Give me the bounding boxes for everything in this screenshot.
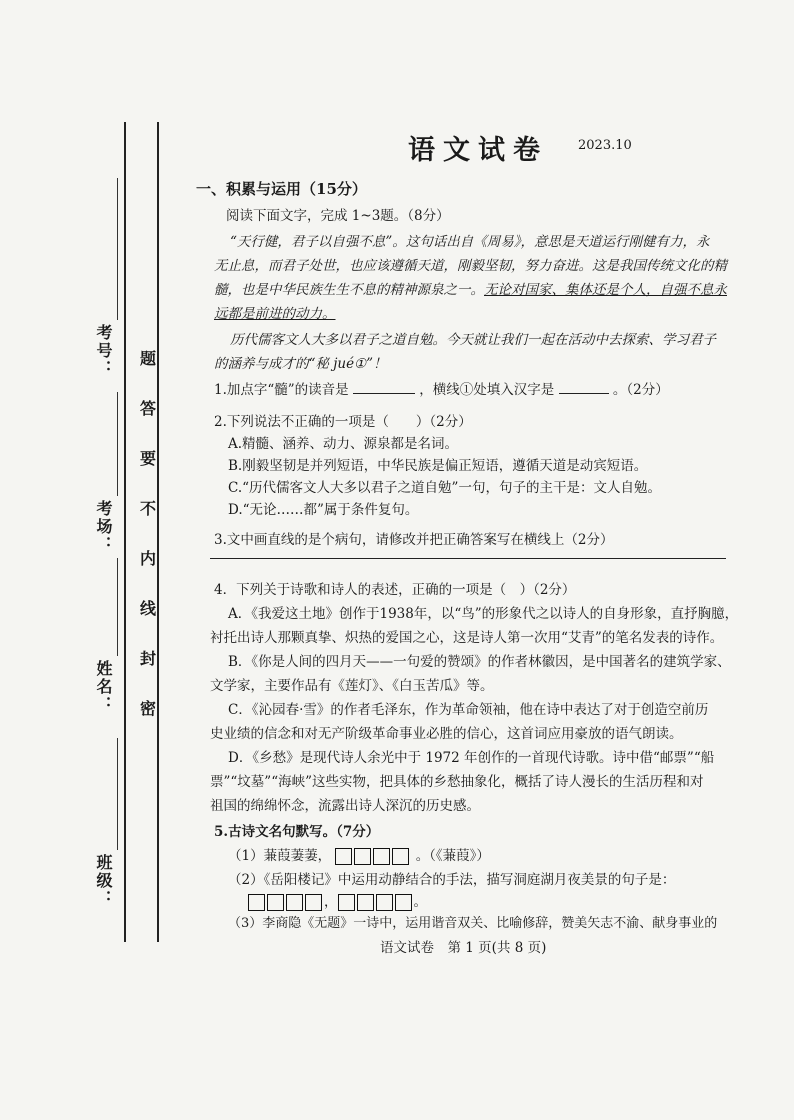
passage-line: 的涵养与成才的“秘 jué①”！ bbox=[214, 356, 387, 372]
name-label: 姓名： bbox=[94, 660, 113, 714]
answer-line[interactable] bbox=[210, 558, 726, 559]
exam-number-label: 考号： bbox=[94, 324, 113, 378]
question-2-option: A.精髓、涵养、动力、源泉都是名词。 bbox=[228, 436, 459, 452]
seal-char: 内 bbox=[140, 549, 157, 568]
answer-blank[interactable] bbox=[559, 381, 609, 394]
reading-intro: 阅读下面文字，完成 1~3题。（8分） bbox=[226, 208, 450, 224]
question-2-option: D.“无论……都”属于条件复句。 bbox=[228, 502, 419, 518]
seal-char: 密 bbox=[140, 699, 157, 718]
seal-char: 要 bbox=[140, 449, 157, 468]
exam-title: 语文试卷 bbox=[408, 135, 548, 166]
seal-char: 不 bbox=[140, 499, 157, 518]
question-2-stem: 2.下列说法不正确的一项是（ ）（2分） bbox=[214, 414, 472, 430]
binding-line-inner bbox=[157, 122, 159, 942]
section-title: 一、积累与运用（15分） bbox=[196, 180, 367, 198]
passage-line: 远都是前进的动力。 bbox=[214, 306, 336, 322]
question-4-line: 衬托出诗人那颗真挚、炽热的爱国之心，这是诗人第一次用“艾青”的笔名发表的诗作。 bbox=[210, 630, 724, 646]
question-4-line: 史业绩的信念和对无产阶级革命事业必胜的信心，这首词应用豪放的语气朗读。 bbox=[210, 726, 683, 742]
question-5-item-2: （2）《岳阳楼记》中运用动静结合的手法，描写洞庭湖月夜美景的句子是： bbox=[228, 872, 676, 888]
exam-room-label: 考场： bbox=[94, 500, 113, 554]
class-blank[interactable] bbox=[117, 738, 118, 850]
answer-boxes[interactable] bbox=[338, 894, 414, 911]
exam-date: 2023.10 bbox=[578, 138, 632, 153]
exam-number-blank[interactable] bbox=[117, 178, 118, 320]
question-4-line: 祖国的绵绵怀念，流露出诗人深沉的历史感。 bbox=[210, 798, 480, 814]
answer-boxes[interactable] bbox=[248, 894, 324, 911]
binding-line-outer bbox=[124, 122, 126, 942]
seal-char: 答 bbox=[140, 399, 157, 418]
exam-room-blank[interactable] bbox=[117, 392, 118, 496]
page-footer: 语文试卷 第 1 页(共 8 页) bbox=[380, 940, 547, 956]
question-5-item-2-answer: ， 。 bbox=[248, 890, 427, 911]
question-2-option: C.“历代儒客文人大多以君子之道自勉”一句，句子的主干是：文人自勉。 bbox=[228, 480, 661, 496]
passage-line: 历代儒客文人大多以君子之道自勉。今天就让我们一起在活动中去探索、学习君子 bbox=[230, 332, 716, 348]
passage-line: 髓，也是中华民族生生不息的精神源泉之一。无论对国家、集体还是个人，自强不息永 bbox=[214, 282, 727, 298]
question-4-line: 文学家，主要作品有《莲灯》、《白玉苦瓜》等。 bbox=[210, 678, 494, 694]
question-4-stem: 4．下列关于诗歌和诗人的表述，正确的一项是（ ）（2分） bbox=[214, 582, 576, 598]
question-4-line: A．《我爱这土地》创作于1938年，以“鸟”的形象代之以诗人的自身形象，直抒胸臆， bbox=[228, 606, 739, 622]
seal-char: 封 bbox=[140, 649, 157, 668]
question-1: 1.加点字“髓”的读音是 ，横线①处填入汉字是 。（2分） bbox=[214, 382, 669, 398]
passage-line: 无止息，而君子处世，也应该遵循天道，刚毅坚韧，努力奋进。这是我国传统文化的精 bbox=[214, 258, 727, 274]
question-4-line: B．《你是人间的四月天——一句爱的赞颂》的作者林徽因，是中国著名的建筑学家、 bbox=[228, 654, 731, 670]
question-4-line: C．《沁园春·雪》的作者毛泽东，作为革命领袖，他在诗中表达了对于创造空前历 bbox=[228, 702, 709, 718]
passage-line: “天行健，君子以自强不息”。这句话出自《周易》，意思是天道运行刚健有力，永 bbox=[230, 234, 710, 250]
question-5-stem: 5.古诗文名句默写。（7分） bbox=[214, 824, 380, 840]
question-5-item-3: （3）李商隐《无题》一诗中，运用谐音双关、比喻修辞，赞美矢志不渝、献身事业的 bbox=[228, 916, 718, 931]
question-4-line: D．《乡愁》是现代诗人余光中于 1972 年创作的一首现代诗歌。诗中借“邮票”“船 bbox=[228, 750, 715, 766]
question-3: 3.文中画直线的是个病句，请修改并把正确答案写在横线上（2分） bbox=[214, 532, 614, 548]
answer-boxes[interactable] bbox=[335, 848, 411, 865]
question-4-line: 票”“坟墓”“海峡”这些实物，把具体的乡愁抽象化，概括了诗人漫长的生活历程和对 bbox=[210, 774, 704, 790]
question-5-item-1: （1）蒹葭萋萋， 。（《蒹葭》） bbox=[228, 848, 490, 864]
seal-char: 线 bbox=[140, 599, 157, 618]
question-2-option: B.刚毅坚韧是并列短语，中华民族是偏正短语，遵循天道是动宾短语。 bbox=[228, 458, 648, 474]
answer-blank[interactable] bbox=[353, 381, 415, 394]
name-blank[interactable] bbox=[117, 558, 118, 656]
class-label: 班级： bbox=[94, 854, 113, 908]
seal-char: 题 bbox=[140, 349, 157, 368]
